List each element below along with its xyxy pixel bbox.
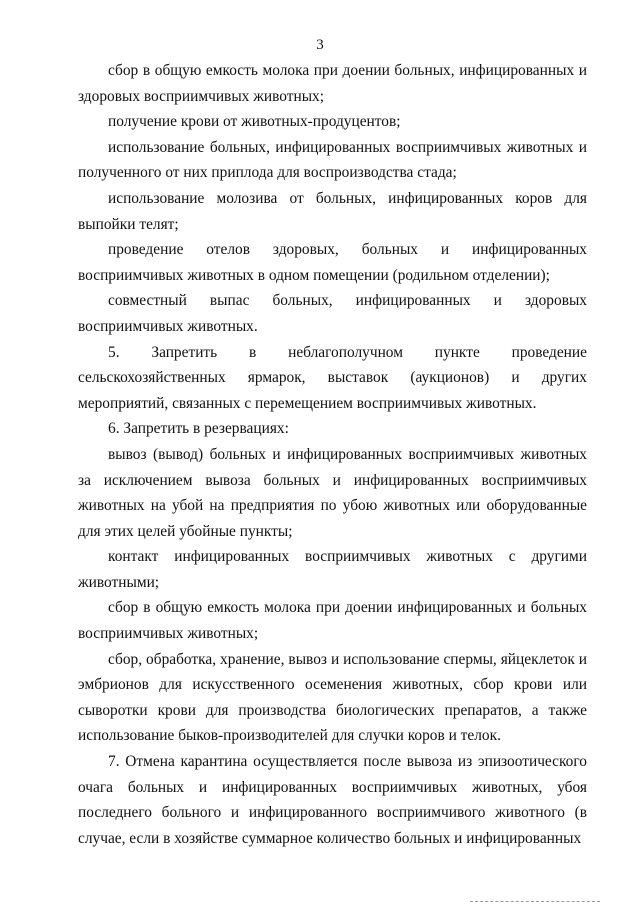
paragraph-milk-collection: сбор в общую емкость молока при доении больных, инфицированных и здоровых восприимчивых животных; bbox=[78, 62, 587, 105]
page-number: 3 bbox=[316, 37, 324, 53]
document-body bbox=[78, 58, 587, 851]
paragraph-animal-contact: контакт инфицированных восприимчивых животных с другими животными; bbox=[78, 548, 587, 591]
paragraph-colostrum: использование молозива от больных, инфицированных коров для выпойки телят; bbox=[78, 189, 587, 233]
paragraph-item-7: 7. Отмена карантина осуществляется после вывоза из эпизоотического очага больных и инфицированных восприимчивых животных, убоя последнего больного и инфицированного восприимчивого животного (в случае, если в хозяйстве суммарное количество больных и инфицированных bbox=[78, 753, 587, 847]
scan-artifact-line bbox=[470, 899, 600, 902]
paragraph-blood-collection: получение крови от животных-продуцентов; bbox=[108, 113, 401, 131]
paragraph-item-6-heading: 6. Запретить в резервациях: bbox=[108, 420, 289, 438]
paragraph-joint-grazing: совместный выпас больных, инфицированных и здоровых восприимчивых животных. bbox=[78, 292, 587, 335]
paragraph-animal-export: вывоз (вывод) больных и инфицированных восприимчивых животных за исключением вывоза больных и инфицированных восприимчивых животных на убой на предприятия по убою животных или оборудованные для этих целей убойные пункты; bbox=[78, 445, 587, 540]
paragraph-sperm-embryos: сбор, обработка, хранение, вывоз и использование спермы, яйцеклеток и эмбрионов для искусственного осеменения животных, сбор крови или сыворотки крови для производства биологических препаратов, а также использование быков-производителей для случки коров и телок. bbox=[78, 650, 587, 745]
paragraph-herd-reproduction: использование больных, инфицированных восприимчивых животных и полученного от них приплода для воспроизводства стада; bbox=[78, 138, 587, 182]
paragraph-calving: проведение отелов здоровых, больных и инфицированных восприимчивых животных в одном помещении (родильном отделении); bbox=[78, 241, 587, 284]
paragraph-milk-collection-reservation: сбор в общую емкость молока при доении инфицированных и больных восприимчивых животных; bbox=[78, 599, 587, 643]
paragraph-item-5: 5. Запретить в неблагополучном пункте проведение сельскохозяйственных ярмарок, выставок (аукционов) и других мероприятий, связанных с перемещением восприимчивых животных. bbox=[78, 343, 587, 412]
